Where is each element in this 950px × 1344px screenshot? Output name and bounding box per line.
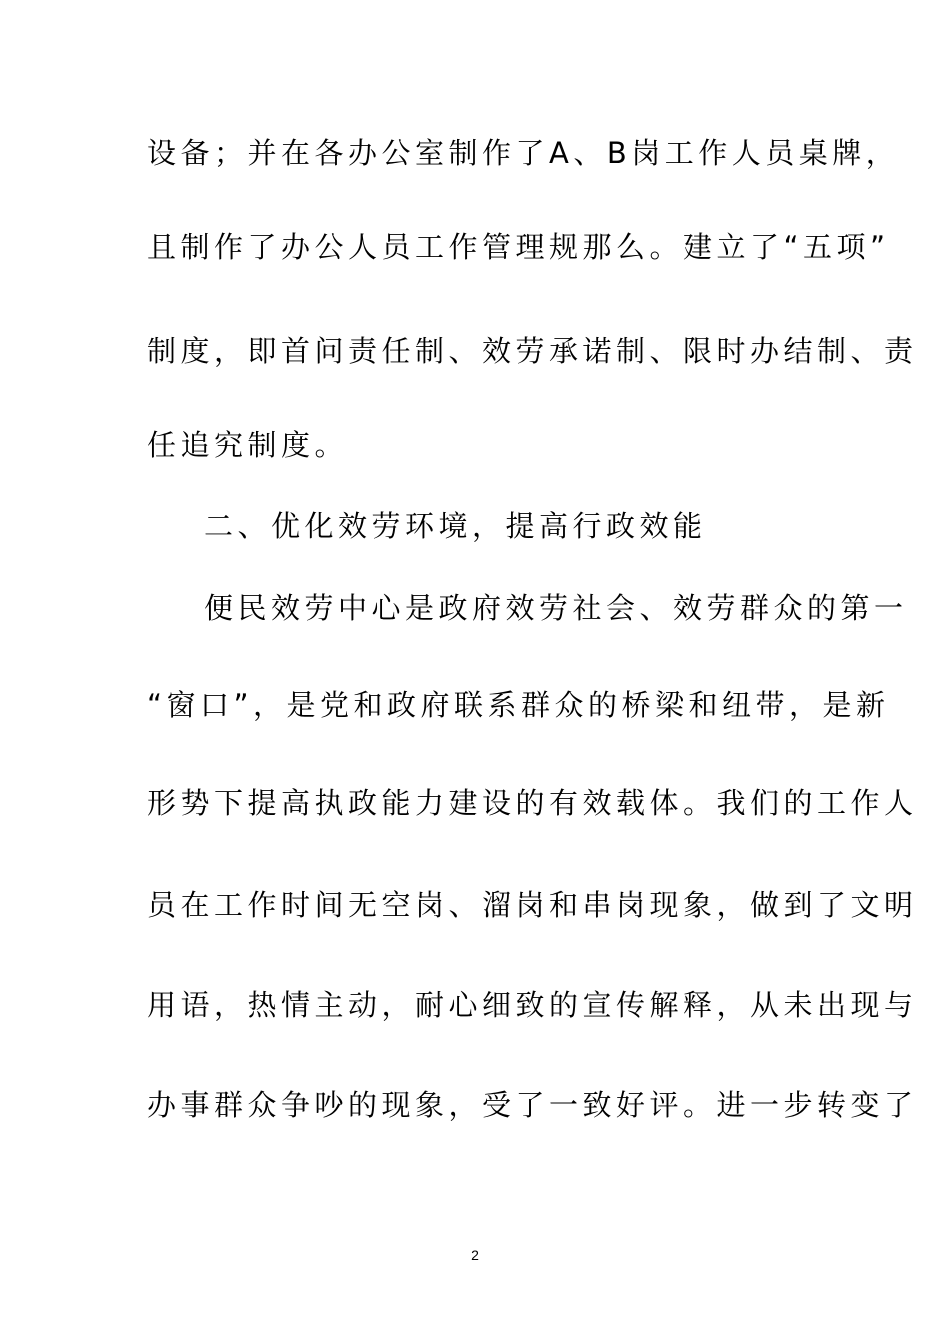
paragraph-line-7: 形势下提高执政能力建设的有效载体。我们的工作人 — [147, 786, 918, 820]
page-number: 2 — [471, 1247, 479, 1263]
paragraph-line-10: 办事群众争吵的现象，受了一致好评。进一步转变了 — [147, 1088, 918, 1122]
paragraph-line-8: 员在工作时间无空岗、溜岗和串岗现象，做到了文明 — [147, 888, 918, 922]
paragraph-line-2: 且制作了办公人员工作管理规那么。建立了“五项” — [147, 230, 890, 264]
section-heading: 二、优化效劳环境，提高行政效能 — [204, 509, 707, 543]
paragraph-line-4: 任追究制度。 — [147, 428, 349, 462]
paragraph-line-6: “窗口”，是党和政府联系群众的桥梁和纽带，是新 — [147, 688, 890, 722]
paragraph-line-5: 便民效劳中心是政府效劳社会、效劳群众的第一 — [204, 591, 908, 625]
paragraph-line-9: 用语，热情主动，耐心细致的宣传解释，从未出现与 — [147, 988, 918, 1022]
paragraph-line-3: 制度，即首问责任制、效劳承诺制、限时办结制、责 — [147, 334, 918, 368]
paragraph-line-1: 设备；并在各办公室制作了A、B岗工作人员桌牌， — [147, 136, 900, 170]
